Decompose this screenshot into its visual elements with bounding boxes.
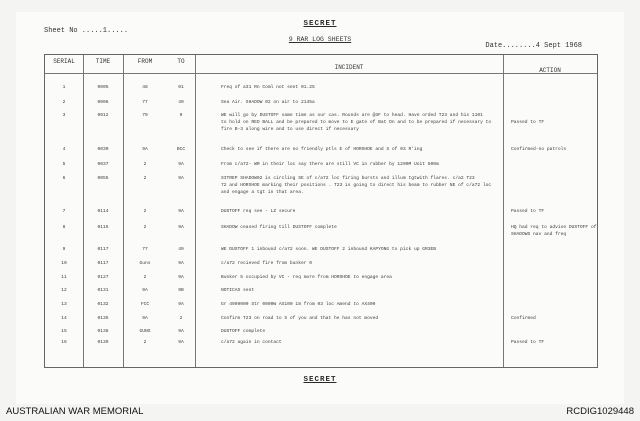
serial-cell: 8	[62, 225, 66, 230]
to-cell: 49	[178, 247, 184, 252]
time-cell: 0030	[97, 147, 109, 152]
to-cell: 9A	[178, 225, 184, 230]
from-cell: 48	[142, 85, 148, 90]
incident-line: WE DUSTOFF 1 inbound c/a72 soon. WE DUSTOFF 2 inbound KAPYONG to pick up GR3EB	[221, 247, 437, 252]
serial-cell: 10	[61, 261, 67, 266]
action-line: SHADOWS nav and freq	[511, 232, 567, 237]
log-table	[44, 54, 598, 368]
to-cell: BCC	[176, 147, 186, 152]
to-cell: 49	[178, 100, 184, 105]
time-cell: 0037	[97, 162, 109, 167]
time-cell: 0117	[97, 261, 109, 266]
time-cell: 0005	[97, 85, 109, 90]
incident-line: fire B-3 along wire and to use direct if necessary	[221, 127, 359, 132]
time-cell: 0132	[97, 302, 109, 307]
from-cell: 9A	[142, 316, 148, 321]
column-divider	[195, 55, 196, 367]
incident-line: Confirm T23 on road to S of you and that he has not moved	[221, 316, 379, 321]
to-cell: 9A	[178, 162, 184, 167]
action-line: Confirmed	[511, 316, 536, 321]
column-divider	[123, 55, 124, 367]
to-cell: 9A	[178, 261, 184, 266]
from-cell: Guns	[139, 261, 151, 266]
from-cell: 2	[143, 275, 147, 280]
date-field: Date........4 Sept 1968	[485, 42, 582, 50]
from-cell: 2	[143, 340, 147, 345]
from-cell: 2	[143, 225, 147, 230]
time-cell: 0138	[97, 329, 109, 334]
log-sheet-page	[16, 12, 624, 404]
from-cell: 2	[143, 209, 147, 214]
serial-cell: 2	[62, 100, 66, 105]
from-cell: 2	[143, 176, 147, 181]
to-cell: 9B	[178, 288, 184, 293]
sheet-title: 9 RAR LOG SHEETS	[288, 36, 352, 43]
to-cell: 01	[178, 85, 184, 90]
incident-line: to hold on RED BALL and be prepared to move to E gate of Bat Dn and to be prepared if necessary to	[221, 120, 492, 125]
header-incident: INCIDENT	[334, 64, 364, 71]
classification-bottom: SECRET	[303, 376, 337, 384]
serial-cell: 16	[61, 340, 67, 345]
archive-credit: AUSTRALIAN WAR MEMORIAL	[6, 406, 144, 417]
from-cell: 9A	[142, 147, 148, 152]
serial-cell: 15	[61, 329, 67, 334]
serial-cell: 12	[61, 288, 67, 293]
time-cell: 0115	[97, 225, 109, 230]
action-line: Passed to TF	[511, 120, 545, 125]
serial-cell: 3	[62, 113, 66, 118]
column-divider	[503, 55, 504, 367]
to-cell: 2	[179, 316, 183, 321]
serial-cell: 13	[61, 302, 67, 307]
incident-line: WE will go by DUSTOFF same time as our cas. Rounds are @3F to head. Have orded T23 and his 1101	[221, 113, 483, 118]
from-cell: 79	[142, 113, 148, 118]
incident-line: DUSTOFF complete	[221, 329, 266, 334]
from-cell: 2	[143, 162, 147, 167]
incident-line: From c/a72- WR in their loc say there are still VC in rubber by 1200M Uoit 500m	[221, 162, 439, 167]
to-cell: 9A	[178, 275, 184, 280]
from-cell: 9A	[142, 288, 148, 293]
incident-line: 72 and HORSHOE marking their positions . T23 is going to direct his beam to rubber NE of c/a72 loc	[221, 183, 492, 188]
incident-line: Gr 4999000 Str 0000W AX100 18 from 03 loc Amend to AX400	[221, 302, 376, 307]
to-cell: 9	[179, 113, 183, 118]
serial-cell: 9	[62, 247, 66, 252]
time-cell: 0012	[97, 113, 109, 118]
to-cell: 9A	[178, 329, 184, 334]
header-serial: SERIAL	[53, 58, 75, 65]
action-line: HQ had req to advise DUSTOFF of	[511, 225, 597, 230]
serial-cell: 14	[61, 316, 67, 321]
time-cell: 0006	[97, 100, 109, 105]
to-cell: 9A	[178, 176, 184, 181]
from-cell: FCC	[140, 302, 150, 307]
to-cell: 9A	[178, 302, 184, 307]
incident-line: c/a72 again in contact	[221, 340, 282, 345]
incident-line: SHADOW ceased firing till DUSTOFF complete	[221, 225, 337, 230]
incident-line: and engage a tgt in that area.	[221, 190, 304, 195]
from-cell: GUNS	[139, 329, 151, 334]
incident-line: DUSTOFF req see - LZ secure	[221, 209, 296, 214]
time-cell: 0055	[97, 176, 109, 181]
sheet-number: Sheet No .....1.....	[44, 27, 129, 35]
incident-line: Freq of a31 Rn Coml not sent 01.25	[221, 85, 315, 90]
archive-reference: RCDIG1029448	[566, 406, 634, 417]
serial-cell: 6	[62, 176, 66, 181]
time-cell: 0114	[97, 209, 109, 214]
action-line: Confirmed-no patrols	[511, 147, 567, 152]
time-cell: 0131	[97, 288, 109, 293]
to-cell: 9A	[178, 209, 184, 214]
serial-cell: 5	[62, 162, 66, 167]
incident-line: Bunker 5 occupied by VC - req more from HORSHOE to engage area	[221, 275, 392, 280]
incident-line: c/a72 recieved fire from bunker 0	[221, 261, 312, 266]
header-action: ACTION	[539, 67, 561, 74]
incident-line: NOTICAS sent	[221, 288, 255, 293]
time-cell: 0117	[97, 247, 109, 252]
action-line: Passed to TF	[511, 209, 545, 214]
time-cell: 0127	[97, 275, 109, 280]
header-to: TO	[177, 58, 185, 65]
from-cell: 77	[142, 247, 148, 252]
incident-line: SITREP SHADOW02 is circling SE of c/a72 loc firing bursts and illum tgtwith flares. c/a2 T23	[221, 176, 475, 181]
header-from: FROM	[137, 58, 153, 65]
from-cell: 77	[142, 100, 148, 105]
time-cell: 0135	[97, 316, 109, 321]
incident-line: Sea Air. SHADOW 02 on air to 2145a	[221, 100, 315, 105]
serial-cell: 1	[62, 85, 66, 90]
time-cell: 0139	[97, 340, 109, 345]
header-time: TIME	[95, 58, 111, 65]
incident-line: Check to see if there are no friendly ptls E of HORSHOE and S of 03 R'ing	[221, 147, 423, 152]
classification-top: SECRET	[303, 20, 337, 28]
serial-cell: 11	[61, 275, 67, 280]
serial-cell: 7	[62, 209, 66, 214]
to-cell: 9A	[178, 340, 184, 345]
serial-cell: 4	[62, 147, 66, 152]
action-line: Passed to TF	[511, 340, 545, 345]
